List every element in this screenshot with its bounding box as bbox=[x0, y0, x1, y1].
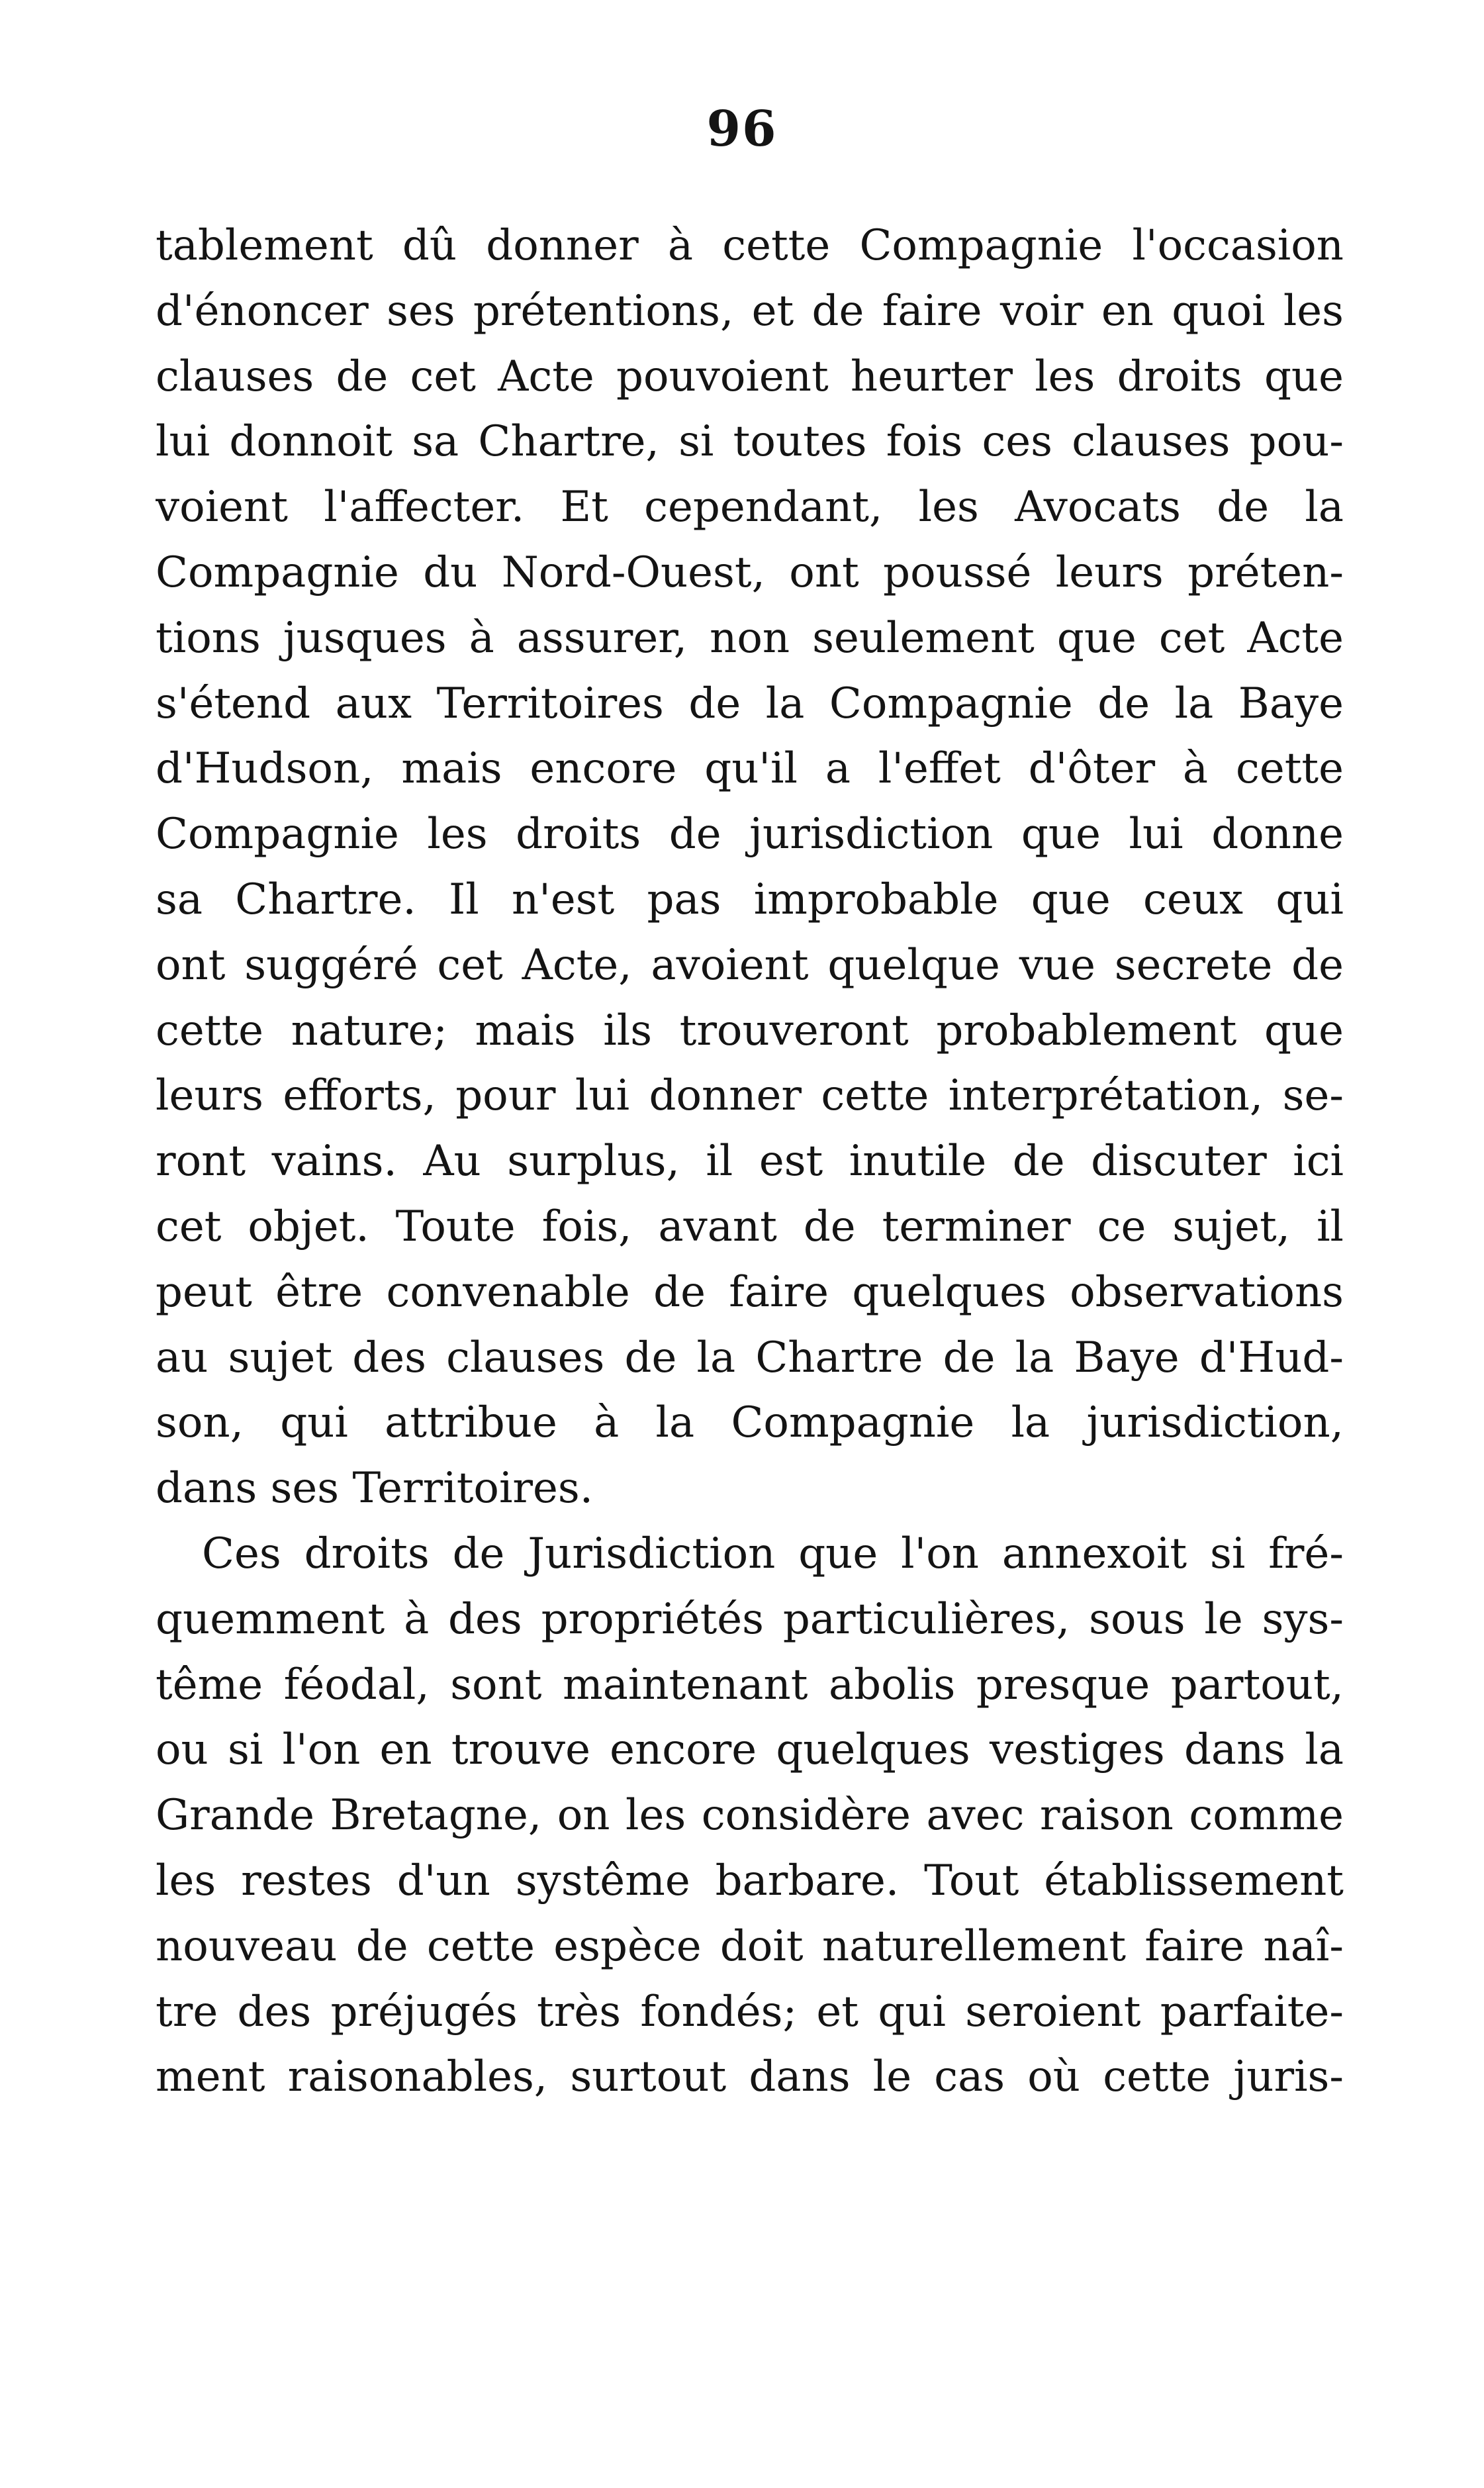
text-line: ment raisonables, surtout dans le cas où cette juris- bbox=[156, 2052, 1344, 2102]
paragraph bbox=[156, 213, 1344, 1521]
text-line: cet objet. Toute fois, avant de terminer ce sujet, il bbox=[156, 1202, 1344, 1251]
text-line: d'Hudson, mais encore qu'il a l'effet d'ôter à cette bbox=[156, 744, 1344, 794]
text-line: au sujet des clauses de la Chartre de la Baye d'Hud- bbox=[156, 1333, 1344, 1382]
text-line: clauses de cet Acte pouvoient heurter les droits que bbox=[156, 352, 1344, 401]
text-line: lui donnoit sa Chartre, si toutes fois ces clauses pou- bbox=[156, 417, 1344, 467]
text-line: ont suggéré cet Acte, avoient quelque vue secrete de bbox=[156, 940, 1344, 990]
text-line: Ces droits de Jurisdiction que l'on annexoit si fré- bbox=[202, 1529, 1344, 1578]
text-line: ou si l'on en trouve encore quelques vestiges dans la bbox=[156, 1725, 1344, 1775]
text-line: cette nature; mais ils trouveront probablement que bbox=[156, 1006, 1344, 1055]
text-line: tre des préjugés très fondés; et qui seroient parfaite- bbox=[156, 1987, 1344, 2036]
body-text bbox=[156, 213, 1344, 2110]
text-line: dans ses Territoires. bbox=[156, 1464, 594, 1513]
text-line: peut être convenable de faire quelques observations bbox=[156, 1267, 1344, 1317]
text-line: nouveau de cette espèce doit naturellement faire naî- bbox=[156, 1921, 1344, 1971]
text-line: tablement dû donner à cette Compagnie l'occasion bbox=[156, 221, 1344, 270]
text-line: d'énoncer ses prétentions, et de faire voir en quoi les bbox=[156, 286, 1344, 336]
text-line: quemment à des propriétés particulières, sous le sys- bbox=[156, 1594, 1344, 1644]
text-line: Grande Bretagne, on les considère avec raison comme bbox=[156, 1791, 1344, 1841]
text-line: leurs efforts, pour lui donner cette interprétation, se- bbox=[156, 1071, 1344, 1121]
paragraph bbox=[156, 1521, 1344, 2110]
text-line: ront vains. Au surplus, il est inutile de discuter ici bbox=[156, 1137, 1344, 1186]
text-line: tême féodal, sont maintenant abolis presque partout, bbox=[156, 1660, 1344, 1709]
text-line: s'étend aux Territoires de la Compagnie de la Baye bbox=[156, 679, 1344, 728]
text-line: les restes d'un systême barbare. Tout établissement bbox=[156, 1856, 1344, 1905]
text-line: Compagnie les droits de jurisdiction que lui donne bbox=[156, 810, 1344, 859]
text-line: son, qui attribue à la Compagnie la jurisdiction, bbox=[156, 1398, 1344, 1448]
page-number: 96 bbox=[706, 101, 778, 158]
text-line: Compagnie du Nord-Ouest, ont poussé leurs préten- bbox=[156, 548, 1344, 597]
text-line: tions jusques à assurer, non seulement que cet Acte bbox=[156, 613, 1344, 663]
text-line: voient l'affecter. Et cependant, les Avocats de la bbox=[156, 483, 1344, 532]
text-line: sa Chartre. Il n'est pas improbable que ceux qui bbox=[156, 875, 1344, 924]
